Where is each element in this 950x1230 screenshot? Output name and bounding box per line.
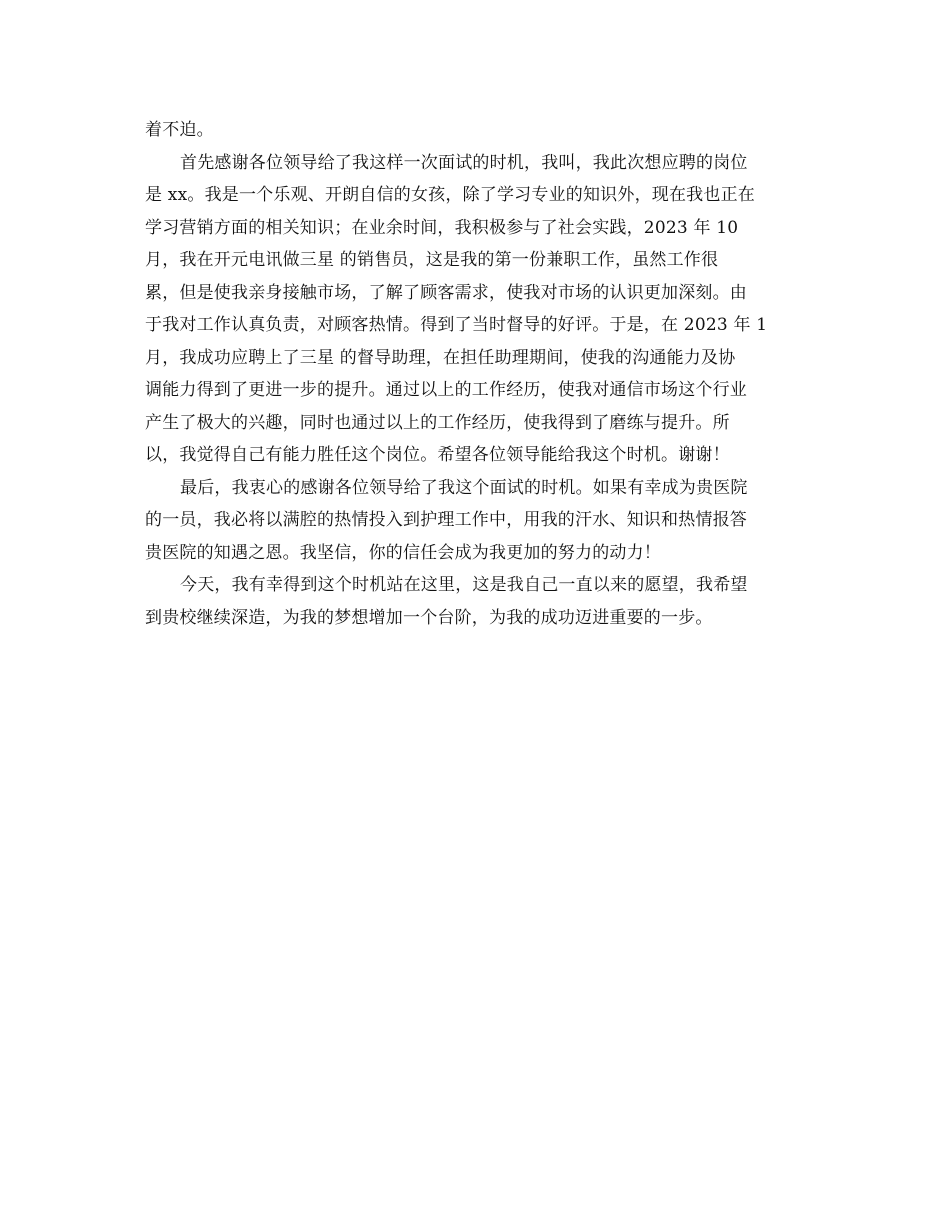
paragraph-line: 的一员，我必将以满腔的热情投入到护理工作中，用我的汗水、知识和热情报答 <box>145 510 747 530</box>
paragraph-line: 于我对工作认真负责，对顾客热情。得到了当时督导的好评。于是，在 2023 年 1 <box>145 315 768 335</box>
paragraph-line: 最后，我衷心的感谢各位领导给了我这个面试的时机。如果有幸成为贵医院 <box>180 477 748 498</box>
paragraph-line: 着不迫。 <box>145 120 214 140</box>
paragraph-line: 累，但是使我亲身接触市场，了解了顾客需求，使我对市场的认识更加深刻。由 <box>145 282 747 303</box>
paragraph-line: 今天，我有幸得到这个时机站在这里，这是我自己一直以来的愿望，我希望 <box>180 575 748 595</box>
document-body <box>145 114 805 634</box>
paragraph-line: 是 xx。我是一个乐观、开朗自信的女孩，除了学习专业的知识外，现在我也正在 <box>145 185 755 205</box>
paragraph-line: 月，我成功应聘上了三星 的督导助理，在担任助理期间，使我的沟通能力及协 <box>145 347 736 368</box>
paragraph-line: 到贵校继续深造，为我的梦想增加一个台阶，为我的成功迈进重要的一步。 <box>145 607 713 628</box>
paragraph-line: 首先感谢各位领导给了我这样一次面试的时机，我叫，我此次想应聘的岗位 <box>180 152 748 173</box>
paragraph-line: 产生了极大的兴趣，同时也通过以上的工作经历，使我得到了磨练与提升。所 <box>145 412 730 433</box>
paragraph-line: 贵医院的知遇之恩。我坚信，你的信任会成为我更加的努力的动力！ <box>145 542 661 563</box>
paragraph-line: 学习营销方面的相关知识；在业余时间，我积极参与了社会实践，2023 年 10 <box>145 217 739 238</box>
paragraph-line: 调能力得到了更进一步的提升。通过以上的工作经历，使我对通信市场这个行业 <box>145 380 747 400</box>
paragraph-line: 以，我觉得自己有能力胜任这个岗位。希望各位领导能给我这个时机。谢谢！ <box>145 445 730 465</box>
paragraph-line: 月，我在开元电讯做三星 的销售员，这是我的第一份兼职工作，虽然工作很 <box>145 250 719 270</box>
